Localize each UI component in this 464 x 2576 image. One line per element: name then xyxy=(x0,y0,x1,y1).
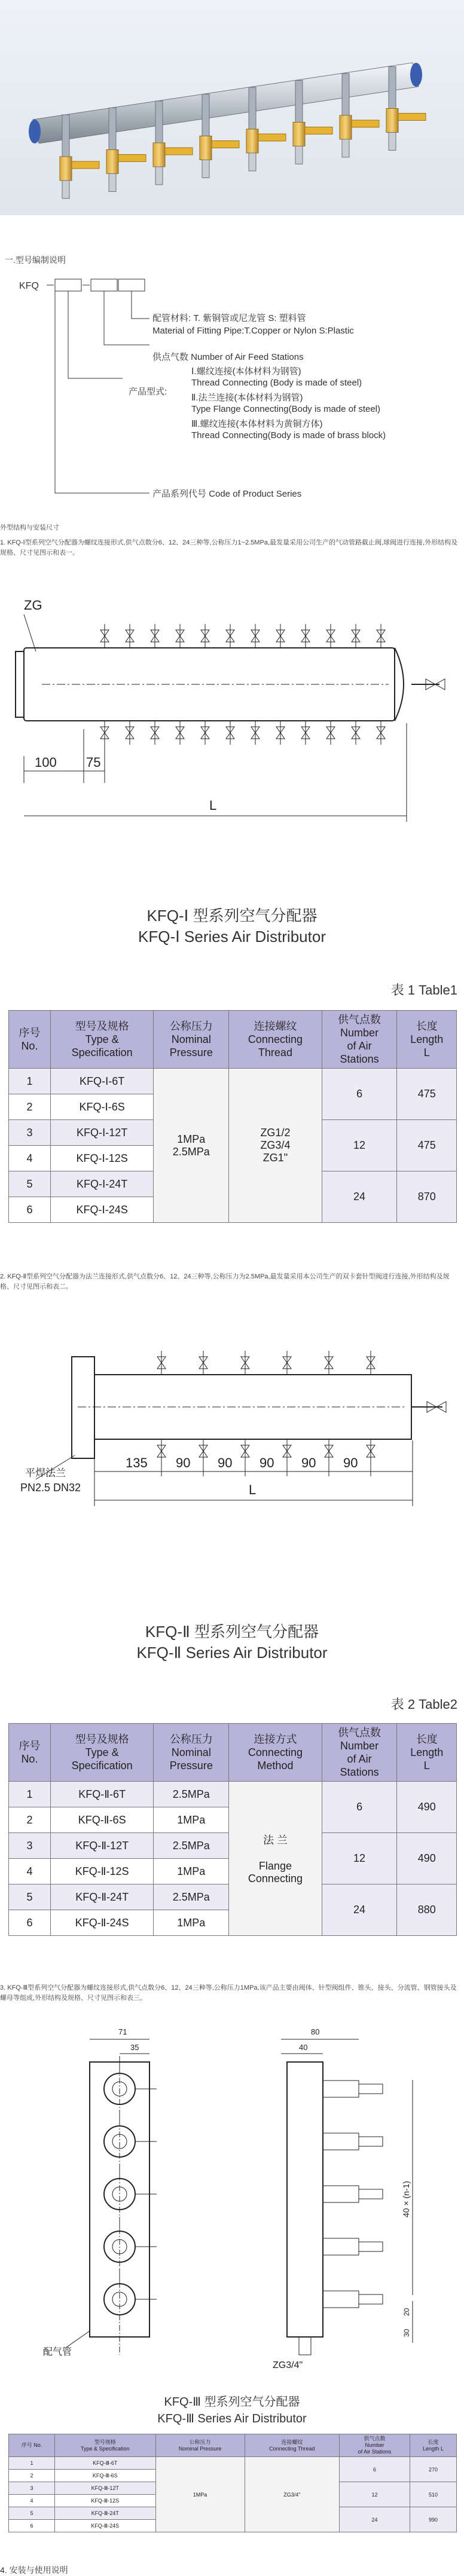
table-cell: 5 xyxy=(9,1884,51,1910)
table-cell: 2.5MPa xyxy=(154,1782,229,1807)
table-header: 公称压力 Nominal Pressure xyxy=(154,1011,229,1069)
table-cell: 1 xyxy=(9,2457,55,2470)
flange-spec: PN2.5 DN32 xyxy=(20,1482,81,1494)
side-valve xyxy=(323,2133,359,2150)
table2-label: 表 2 Table2 xyxy=(390,1697,457,1712)
table-cell: KFQ-Ⅱ-24T xyxy=(50,1884,154,1910)
dim-40: 40 xyxy=(299,2043,308,2052)
table-cell: 12 xyxy=(322,1833,397,1884)
table-cell: 12 xyxy=(340,2482,410,2507)
type3-en: Thread Connecting(Body is made of brass block) xyxy=(191,430,386,440)
valve-outlet xyxy=(155,167,163,185)
pipe-label: 配气管 xyxy=(43,2347,72,2357)
table-cell: 1MPa 2.5MPa xyxy=(154,1069,229,1223)
caption-1-cn: KFQ-Ⅰ 型系列空气分配器 xyxy=(146,907,318,925)
caption-2-en: KFQ-Ⅱ Series Air Distributor xyxy=(136,1644,328,1662)
dim-90: 90 xyxy=(218,1455,233,1470)
table-cell: KFQ-Ⅲ-6T xyxy=(54,2457,155,2470)
table-cell: 990 xyxy=(410,2507,456,2532)
table-cell: KFQ-Ⅲ-6S xyxy=(54,2470,155,2482)
table-cell: 24 xyxy=(322,1884,397,1936)
valve-handle xyxy=(165,148,193,155)
table-cell: 2 xyxy=(9,1807,51,1833)
manifold-photo-illustration xyxy=(0,0,464,215)
side-valve xyxy=(323,2238,359,2255)
zg-label-3: ZG3/4" xyxy=(273,2360,303,2370)
drawing-type1 xyxy=(0,586,464,825)
table-header: 型号及规格 Type & Specification xyxy=(50,1724,154,1782)
note-3: 3. KFQ-Ⅲ型系列空气分配器为螺纹连接形式,供气点数分6、12、24三种等,公称压力1MPa,该产品主要由阀体、针型阀组件、锥头、接头、分流管、钢管接头及螺母等组成,外形结构及规格、尺寸见图示和表三。 xyxy=(0,1984,457,2002)
table-cell: 6 xyxy=(322,1782,397,1833)
table-cell: 2.5MPa xyxy=(154,1884,229,1910)
valve-handle xyxy=(305,127,332,134)
drawing-type3 xyxy=(0,2020,464,2373)
caption-3-cn: KFQ-Ⅲ 型系列空气分配器 xyxy=(164,2396,300,2409)
table-cell: KFQ-Ⅲ-24S xyxy=(54,2520,155,2532)
valve-body xyxy=(293,123,305,146)
table-cell: 475 xyxy=(397,1069,457,1120)
table-cell: KFQ-Ⅲ-12T xyxy=(54,2482,155,2495)
caption-1-en: KFQ-Ⅰ Series Air Distributor xyxy=(138,928,326,946)
table-row xyxy=(9,1782,457,1807)
valve-handle xyxy=(398,114,426,121)
table-cell: KFQ-Ⅱ-24S xyxy=(50,1910,154,1936)
side-fitting xyxy=(359,2242,383,2251)
valve-outlet xyxy=(62,180,69,198)
valve-body xyxy=(60,157,72,180)
table1-label: 表 1 Table1 xyxy=(390,983,457,998)
table-cell: KFQ-Ⅲ-12S xyxy=(54,2495,155,2507)
table-cell: 6 xyxy=(9,1910,51,1936)
material-label: 配管材料: T. 紫铜管或尼龙管 S: 塑料管 xyxy=(152,313,306,323)
product-photo xyxy=(0,0,464,215)
valve-outlet xyxy=(295,146,303,164)
table-header: 供气点数 Number of Air Stations xyxy=(322,1724,397,1782)
table-cell: 490 xyxy=(397,1833,457,1884)
table-header: 供气点数 Number of Air Stations xyxy=(322,1011,397,1069)
table-header: 序号 No. xyxy=(9,2434,55,2457)
type1-en: Thread Connecting (Body is made of steel) xyxy=(191,378,362,388)
valve-stem xyxy=(342,74,349,115)
valve-outlet xyxy=(202,160,209,178)
valve-outlet xyxy=(389,133,396,151)
table-cell: 2 xyxy=(9,1094,51,1120)
table-cell: 4 xyxy=(9,1859,51,1884)
table-header: 长度 Length L xyxy=(397,1724,457,1782)
valve-outlet xyxy=(342,139,349,157)
table-cell: 1MPa xyxy=(154,1807,229,1833)
table-header: 型号及规格 Type & Specification xyxy=(50,1011,154,1069)
valve-handle xyxy=(352,120,379,127)
valve-stem xyxy=(295,81,303,123)
valve-stem xyxy=(202,94,209,136)
table-header: 公称压力 Nominal Pressure xyxy=(154,1724,229,1782)
table-cell: KFQ-Ⅰ-24T xyxy=(50,1171,154,1197)
table-cell: 475 xyxy=(397,1120,457,1171)
valve-outlet xyxy=(109,174,116,192)
valve-handle xyxy=(258,134,286,141)
table-cell: KFQ-Ⅰ-24S xyxy=(50,1197,154,1223)
flange-label: 平焊法兰 xyxy=(25,1467,66,1479)
table-cell: 3 xyxy=(9,2482,55,2495)
table-cell: 5 xyxy=(9,1171,51,1197)
note-2: 2. KFQ-Ⅱ型系列空气分配器为法兰连接形式,供气点数分6、12、24三种等,公称压力为2.5MPa,最发量采用本公司生产的双卡套针型阀进行连接,外形结构及规格、尺寸见图示和表二。 xyxy=(0,1273,450,1290)
caption-2-cn: KFQ-Ⅱ 型系列空气分配器 xyxy=(145,1623,319,1641)
valve-body xyxy=(200,136,212,160)
side-fitting xyxy=(359,2294,383,2304)
table-cell: 270 xyxy=(410,2457,456,2482)
valve-handle xyxy=(118,155,146,162)
valve-body xyxy=(340,115,352,139)
table-cell: 6 xyxy=(322,1069,397,1120)
table-header: 公称压力 Nominal Pressure xyxy=(155,2434,245,2457)
table-cell: 1MPa xyxy=(155,2457,245,2532)
side-valve xyxy=(323,2291,359,2308)
table-header: 连接螺纹 Connecting Thread xyxy=(229,1011,322,1069)
table-header: 连接螺纹 Connecting Thread xyxy=(245,2434,340,2457)
dim-40n: 40 × (n-1) xyxy=(401,2180,411,2217)
valve-handle xyxy=(212,141,239,148)
valve-stem xyxy=(62,115,69,157)
table-header: 序号 No. xyxy=(9,1011,51,1069)
table-cell: 1 xyxy=(9,1782,51,1807)
table-cell: 2 xyxy=(9,2470,55,2482)
product-type-label: 产品型式: xyxy=(129,387,167,397)
type2-cn: Ⅱ.法兰连接(本体材料为钢管) xyxy=(191,393,303,403)
dim-35: 35 xyxy=(130,2043,139,2052)
dim-l: L xyxy=(209,798,217,813)
table-cell: 2.5MPa xyxy=(154,1833,229,1859)
side-fitting xyxy=(359,2084,383,2094)
table-cell: 1MPa xyxy=(154,1910,229,1936)
table-cell: 3 xyxy=(9,1833,51,1859)
table-cell: ZG1/2 ZG3/4 ZG1" xyxy=(229,1069,322,1223)
table-header: 型号规格 Type & Specification xyxy=(54,2434,155,2457)
table-cell: 24 xyxy=(322,1171,397,1223)
table-2 xyxy=(8,1723,457,1936)
valve-body xyxy=(106,150,118,174)
dim-71: 71 xyxy=(118,2027,127,2036)
table-3 xyxy=(8,2434,457,2532)
table-header: 长度 Length L xyxy=(410,2434,456,2457)
note-1: 1. KFQ-Ⅰ型系列空气分配器为螺纹连接形式,供气点数分6、12、24三种等,公称压力1~2.5MPa,最发量采用公司生产的气动管路截止阀,球阀进行连接,外形结构及规格、尺寸见图示和表一。 xyxy=(0,539,458,556)
dim-90: 90 xyxy=(343,1455,358,1470)
section-title: 一.型号编制说明 xyxy=(5,255,66,265)
valve-handle xyxy=(72,161,99,169)
dim-90: 90 xyxy=(301,1455,316,1470)
table-header: 连接方式 Connecting Method xyxy=(229,1724,322,1782)
table-cell: KFQ-Ⅰ-6S xyxy=(50,1094,154,1120)
table-cell: KFQ-Ⅱ-6S xyxy=(50,1807,154,1833)
valve-body xyxy=(386,109,398,133)
dim-75: 75 xyxy=(86,755,101,770)
zg-label: ZG xyxy=(24,598,42,613)
table-header: 序号 No. xyxy=(9,1724,51,1782)
table-cell: 490 xyxy=(397,1782,457,1833)
side-valve xyxy=(323,2081,359,2097)
dim-90: 90 xyxy=(176,1455,191,1470)
code-prefix: KFQ xyxy=(19,281,39,291)
table-cell: 4 xyxy=(9,1146,51,1171)
footer-heading: 4. 安装与使用说明 xyxy=(0,2565,68,2575)
valve-stem xyxy=(109,108,116,150)
table-cell: 6 xyxy=(9,1197,51,1223)
drawing-type2 xyxy=(0,1315,464,1542)
type3-cn: Ⅲ.螺纹连接(本体材料为黄铜方体) xyxy=(191,419,323,429)
table-cell: 12 xyxy=(322,1120,397,1171)
table-cell: 6 xyxy=(340,2457,410,2482)
table-cell: KFQ-Ⅰ-12S xyxy=(50,1146,154,1171)
dim-100: 100 xyxy=(35,755,57,770)
dim-80: 80 xyxy=(311,2027,320,2036)
table-cell: 4 xyxy=(9,2495,55,2507)
table-cell: 870 xyxy=(397,1171,457,1223)
table-cell: KFQ-Ⅲ-24T xyxy=(54,2507,155,2520)
type2-en: Type Flange Connecting(Body is made of steel) xyxy=(191,404,381,414)
dim-l2: L xyxy=(249,1482,257,1497)
side-fitting xyxy=(359,2189,383,2199)
dim-30: 30 xyxy=(402,2329,411,2337)
section2-heading: 外型结构与安装尺寸 xyxy=(0,524,59,531)
table-cell: KFQ-Ⅰ-12T xyxy=(50,1120,154,1146)
table-cell: 6 xyxy=(9,2520,55,2532)
dim-135: 135 xyxy=(126,1455,148,1470)
table-row xyxy=(9,1069,457,1094)
table-cell: 3 xyxy=(9,1120,51,1146)
valve-stem xyxy=(155,101,163,143)
series-label: 产品系列代号 Code of Product Series xyxy=(152,489,302,499)
material-label-en: Material of Fitting Pipe:T.Copper or Nylon S:Plastic xyxy=(152,326,354,336)
side-fitting xyxy=(359,2137,383,2146)
valve-stem xyxy=(389,67,396,109)
table-cell: 1MPa xyxy=(154,1859,229,1884)
table-cell: ZG3/4" xyxy=(245,2457,340,2532)
dim-20: 20 xyxy=(402,2308,411,2316)
table-cell: KFQ-Ⅱ-12T xyxy=(50,1833,154,1859)
side-valve xyxy=(323,2186,359,2202)
valve-outlet xyxy=(249,153,256,171)
caption-3-en: KFQ-Ⅲ Series Air Distributor xyxy=(157,2412,307,2425)
valve-body xyxy=(153,143,165,167)
table-cell: 法 兰 Flange Connecting xyxy=(229,1782,322,1936)
table-cell: 1 xyxy=(9,1069,51,1094)
table-cell: 24 xyxy=(340,2507,410,2532)
table-cell: KFQ-Ⅱ-12S xyxy=(50,1859,154,1884)
table-1 xyxy=(8,1010,457,1223)
table-cell: KFQ-Ⅱ-6T xyxy=(50,1782,154,1807)
port-outer xyxy=(104,2126,135,2157)
stations-label: 供点气数 Number of Air Feed Stations xyxy=(152,352,304,362)
table-row xyxy=(9,2457,457,2470)
type1-cn: Ⅰ.螺纹连接(本体材料为钢管) xyxy=(191,366,301,377)
table-cell: 510 xyxy=(410,2482,456,2507)
valve-body xyxy=(246,129,258,153)
table-header: 长度 Length L xyxy=(397,1011,457,1069)
valve-stem xyxy=(249,87,256,129)
table-cell: 5 xyxy=(9,2507,55,2520)
table-cell: 880 xyxy=(397,1884,457,1936)
table-header: 供气点数 Number of Air Stations xyxy=(340,2434,410,2457)
table-cell: KFQ-Ⅰ-6T xyxy=(50,1069,154,1094)
port-outer xyxy=(104,2284,135,2315)
dim-90: 90 xyxy=(260,1455,274,1470)
